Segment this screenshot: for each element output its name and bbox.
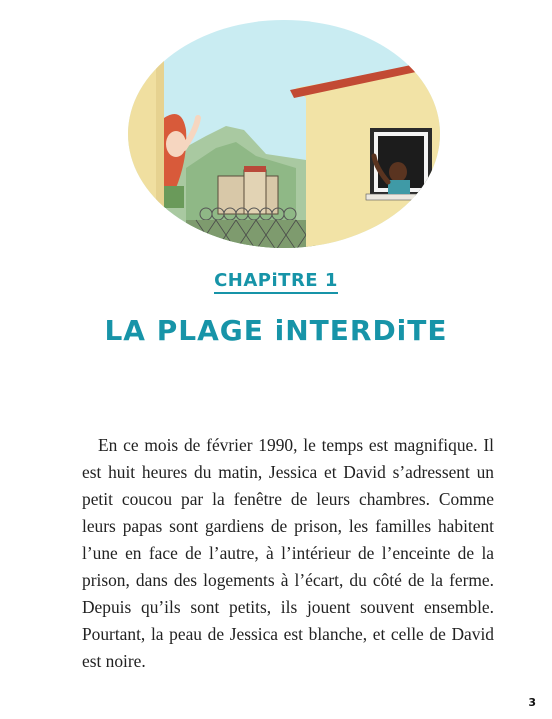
body-paragraph: En ce mois de février 1990, le temps est magnifique. Il est huit heures du matin, Jessica et David s’adressent un petit coucou par la fenêtre de leurs chambres. Comme leurs papas sont gardiens de prison, les familles habitent l’une en face de l’autre, à l’intérieur de l’enceinte de la prison, dans des logements à l’écart, du côté de la ferme. Depuis qu’ils sont petits, ils jouent souvent ensemble. Pourtant, la peau de Jessica est blanche, et celle de David est noire. <box>82 435 494 671</box>
illustration-art <box>126 18 442 250</box>
chapter-title: LA PLAGE iNTERDiTE <box>104 314 448 347</box>
chapter-illustration <box>126 18 442 250</box>
page-number: 3 <box>528 696 536 709</box>
chapter-number <box>0 270 552 291</box>
chapter-number-text: CHAPiTRE 1 <box>214 270 338 294</box>
